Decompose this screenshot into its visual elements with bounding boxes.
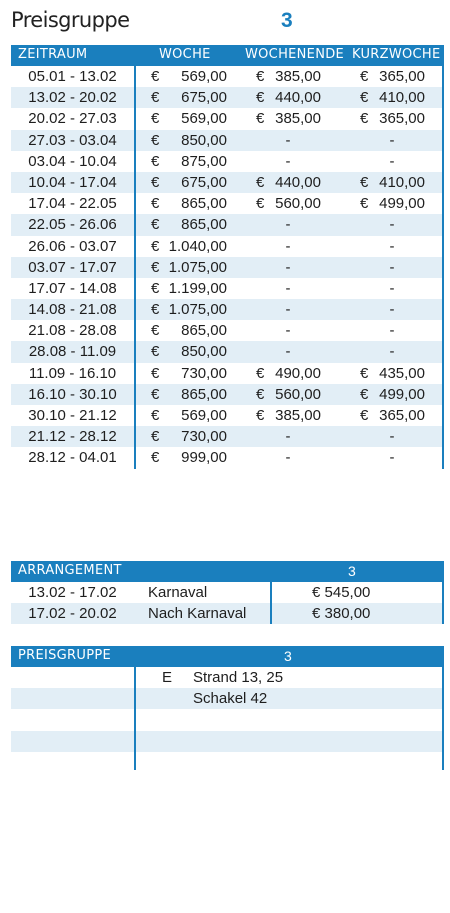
- period-cell: 28.12 - 04.01: [28, 449, 117, 467]
- table-row: [11, 257, 444, 278]
- preisgruppe-address: Strand 13, 25: [193, 669, 284, 686]
- currency-symbol: €: [151, 131, 160, 149]
- kurzwoche-dash: -: [389, 428, 395, 446]
- currency-symbol: €: [151, 364, 160, 382]
- table-row: [11, 193, 444, 214]
- preisgruppe-header-label: PREISGRUPPE: [18, 648, 111, 663]
- woche-price: 1.199,00: [168, 279, 227, 297]
- wochenende-dash: -: [285, 449, 291, 467]
- period-cell: 27.03 - 03.04: [28, 131, 117, 149]
- preisgruppe-header-number: 3: [284, 648, 293, 664]
- table-row: [11, 66, 444, 87]
- currency-symbol: €: [151, 173, 160, 191]
- kurzwoche-dash: -: [389, 258, 395, 276]
- wochenende-dash: -: [285, 279, 291, 297]
- currency-symbol: €: [151, 68, 160, 85]
- header-kurzwoche: KURZWOCHE: [352, 47, 441, 62]
- page-title: Preisgruppe: [11, 8, 130, 32]
- kurzwoche-price: 365,00: [379, 407, 425, 424]
- kurzwoche-price: 410,00: [379, 89, 425, 107]
- wochenende-dash: -: [285, 322, 291, 340]
- preisgruppe-body: [11, 667, 444, 773]
- currency-symbol: €: [256, 89, 265, 107]
- woche-price: 999,00: [181, 449, 227, 467]
- table-row: [11, 172, 444, 193]
- period-cell: 22.05 - 26.06: [28, 216, 117, 234]
- table-row: [11, 214, 444, 235]
- woche-price: 850,00: [181, 131, 227, 149]
- woche-price: 865,00: [181, 216, 227, 234]
- arrangement-period: 17.02 - 20.02: [28, 605, 117, 623]
- period-cell: 11.09 - 16.10: [28, 364, 117, 382]
- woche-price: 730,00: [181, 364, 227, 382]
- arrangement-right-border: [442, 582, 444, 624]
- kurzwoche-dash: -: [389, 343, 395, 361]
- currency-symbol: €: [256, 173, 265, 191]
- arrangement-row: [11, 582, 444, 603]
- arrangement-header-label: ARRANGEMENT: [18, 563, 122, 578]
- woche-price: 1.040,00: [168, 237, 227, 255]
- currency-symbol: €: [151, 152, 160, 170]
- table-row: [11, 130, 444, 151]
- period-cell: 26.06 - 03.07: [28, 237, 117, 255]
- wochenende-dash: -: [285, 343, 291, 361]
- currency-symbol: €: [256, 364, 265, 382]
- wochenende-price: 440,00: [275, 89, 321, 107]
- period-cell: 30.10 - 21.12: [28, 407, 117, 424]
- woche-price: 865,00: [181, 195, 227, 213]
- currency-symbol: €: [256, 195, 265, 213]
- table-right-border: [442, 66, 444, 469]
- price-group-number: 3: [281, 9, 293, 32]
- currency-symbol: €: [360, 110, 369, 128]
- table-row: [11, 299, 444, 320]
- woche-price: 569,00: [181, 407, 227, 424]
- table-row: [11, 426, 444, 447]
- kurzwoche-price: 499,00: [379, 195, 425, 213]
- wochenende-dash: -: [285, 216, 291, 234]
- wochenende-dash: -: [285, 152, 291, 170]
- table-row: [11, 384, 444, 405]
- wochenende-price: 385,00: [275, 407, 321, 424]
- woche-price: 875,00: [181, 152, 227, 170]
- period-cell: 20.02 - 27.03: [28, 110, 117, 128]
- kurzwoche-dash: -: [389, 449, 395, 467]
- wochenende-price: 385,00: [275, 68, 321, 85]
- wochenende-dash: -: [285, 237, 291, 255]
- preisgruppe-divider: [134, 667, 136, 770]
- period-cell: 17.07 - 14.08: [28, 279, 117, 297]
- preisgruppe-address: Schakel 42: [193, 690, 268, 708]
- period-cell: 03.04 - 10.04: [28, 152, 117, 170]
- price-table-body: [11, 66, 444, 469]
- woche-price: 730,00: [181, 428, 227, 446]
- woche-price: 850,00: [181, 343, 227, 361]
- currency-symbol: €: [360, 89, 369, 107]
- table-row: [11, 108, 444, 129]
- arrangement-price: € 545,00: [312, 584, 371, 601]
- arrangement-period: 13.02 - 17.02: [28, 584, 117, 601]
- kurzwoche-price: 365,00: [379, 68, 425, 85]
- currency-symbol: €: [151, 343, 160, 361]
- currency-symbol: €: [256, 68, 265, 85]
- table-row: [11, 87, 444, 108]
- currency-symbol: €: [256, 385, 265, 403]
- currency-symbol: €: [360, 68, 369, 85]
- wochenende-dash: -: [285, 428, 291, 446]
- period-cell: 14.08 - 21.08: [28, 301, 117, 319]
- currency-symbol: €: [151, 279, 160, 297]
- arrangement-table: [11, 561, 444, 624]
- preisgruppe-row: [11, 688, 444, 709]
- arrangement-body: [11, 582, 444, 624]
- currency-symbol: €: [151, 322, 160, 340]
- kurzwoche-dash: -: [389, 279, 395, 297]
- period-cell: 05.01 - 13.02: [28, 68, 117, 85]
- kurzwoche-price: 435,00: [379, 364, 425, 382]
- wochenende-dash: -: [285, 131, 291, 149]
- currency-symbol: €: [360, 195, 369, 213]
- period-cell: 17.04 - 22.05: [28, 195, 117, 213]
- table-row: [11, 405, 444, 426]
- woche-price: 675,00: [181, 173, 227, 191]
- arrangement-header: [11, 561, 444, 582]
- preisgruppe-row: [11, 667, 444, 688]
- currency-symbol: €: [360, 364, 369, 382]
- currency-symbol: €: [151, 258, 160, 276]
- period-cell: 13.02 - 20.02: [28, 89, 117, 107]
- woche-price: 569,00: [181, 68, 227, 85]
- table-row: [11, 447, 444, 468]
- preisgruppe-row: [11, 709, 444, 730]
- currency-symbol: €: [256, 407, 265, 424]
- period-cell: 21.08 - 28.08: [28, 322, 117, 340]
- wochenende-price: 440,00: [275, 173, 321, 191]
- kurzwoche-price: 410,00: [379, 173, 425, 191]
- kurzwoche-dash: -: [389, 216, 395, 234]
- wochenende-dash: -: [285, 301, 291, 319]
- table-row: [11, 151, 444, 172]
- arrangement-name: Karnaval: [148, 584, 208, 601]
- kurzwoche-dash: -: [389, 237, 395, 255]
- kurzwoche-price: 365,00: [379, 110, 425, 128]
- header-woche: WOCHE: [159, 47, 211, 62]
- preisgruppe-right-border: [442, 667, 444, 770]
- column-divider: [134, 66, 136, 469]
- period-cell: 21.12 - 28.12: [28, 428, 117, 446]
- period-cell: 03.07 - 17.07: [28, 258, 117, 276]
- preisgruppe-header: [11, 646, 444, 667]
- currency-symbol: €: [151, 237, 160, 255]
- preisgruppe-code: E: [162, 669, 173, 686]
- currency-symbol: €: [256, 110, 265, 128]
- header-zeitraum: ZEITRAUM: [18, 47, 88, 62]
- kurzwoche-dash: -: [389, 301, 395, 319]
- wochenende-price: 490,00: [275, 364, 321, 382]
- wochenende-price: 560,00: [275, 195, 321, 213]
- woche-price: 1.075,00: [168, 258, 227, 276]
- currency-symbol: €: [151, 428, 160, 446]
- currency-symbol: €: [151, 449, 160, 467]
- wochenende-price: 560,00: [275, 385, 321, 403]
- period-cell: 28.08 - 11.09: [28, 343, 117, 361]
- arrangement-header-number: 3: [348, 563, 357, 579]
- woche-price: 865,00: [181, 385, 227, 403]
- arrangement-name: Nach Karnaval: [148, 605, 247, 623]
- currency-symbol: €: [151, 407, 160, 424]
- table-row: [11, 341, 444, 362]
- wochenende-price: 385,00: [275, 110, 321, 128]
- kurzwoche-dash: -: [389, 131, 395, 149]
- kurzwoche-dash: -: [389, 152, 395, 170]
- currency-symbol: €: [151, 216, 160, 234]
- price-table: [11, 45, 444, 469]
- currency-symbol: €: [151, 89, 160, 107]
- table-row: [11, 363, 444, 384]
- kurzwoche-dash: -: [389, 322, 395, 340]
- woche-price: 865,00: [181, 322, 227, 340]
- currency-symbol: €: [360, 407, 369, 424]
- arrangement-divider: [270, 582, 272, 624]
- currency-symbol: €: [151, 195, 160, 213]
- currency-symbol: €: [151, 301, 160, 319]
- currency-symbol: €: [360, 173, 369, 191]
- table-row: [11, 320, 444, 341]
- arrangement-row: [11, 603, 444, 624]
- woche-price: 1.075,00: [168, 301, 227, 319]
- header-wochenende: WOCHENENDE: [245, 47, 345, 62]
- currency-symbol: €: [151, 110, 160, 128]
- woche-price: 569,00: [181, 110, 227, 128]
- table-row: [11, 278, 444, 299]
- price-table-header: [11, 45, 444, 66]
- wochenende-dash: -: [285, 258, 291, 276]
- arrangement-price: € 380,00: [312, 605, 371, 623]
- currency-symbol: €: [151, 385, 160, 403]
- preisgruppe-row: [11, 731, 444, 752]
- woche-price: 675,00: [181, 89, 227, 107]
- kurzwoche-price: 499,00: [379, 385, 425, 403]
- preisgruppe-row: [11, 752, 444, 773]
- currency-symbol: €: [360, 385, 369, 403]
- period-cell: 16.10 - 30.10: [28, 385, 117, 403]
- period-cell: 10.04 - 17.04: [28, 173, 117, 191]
- preisgruppe-table: [11, 646, 444, 773]
- table-row: [11, 236, 444, 257]
